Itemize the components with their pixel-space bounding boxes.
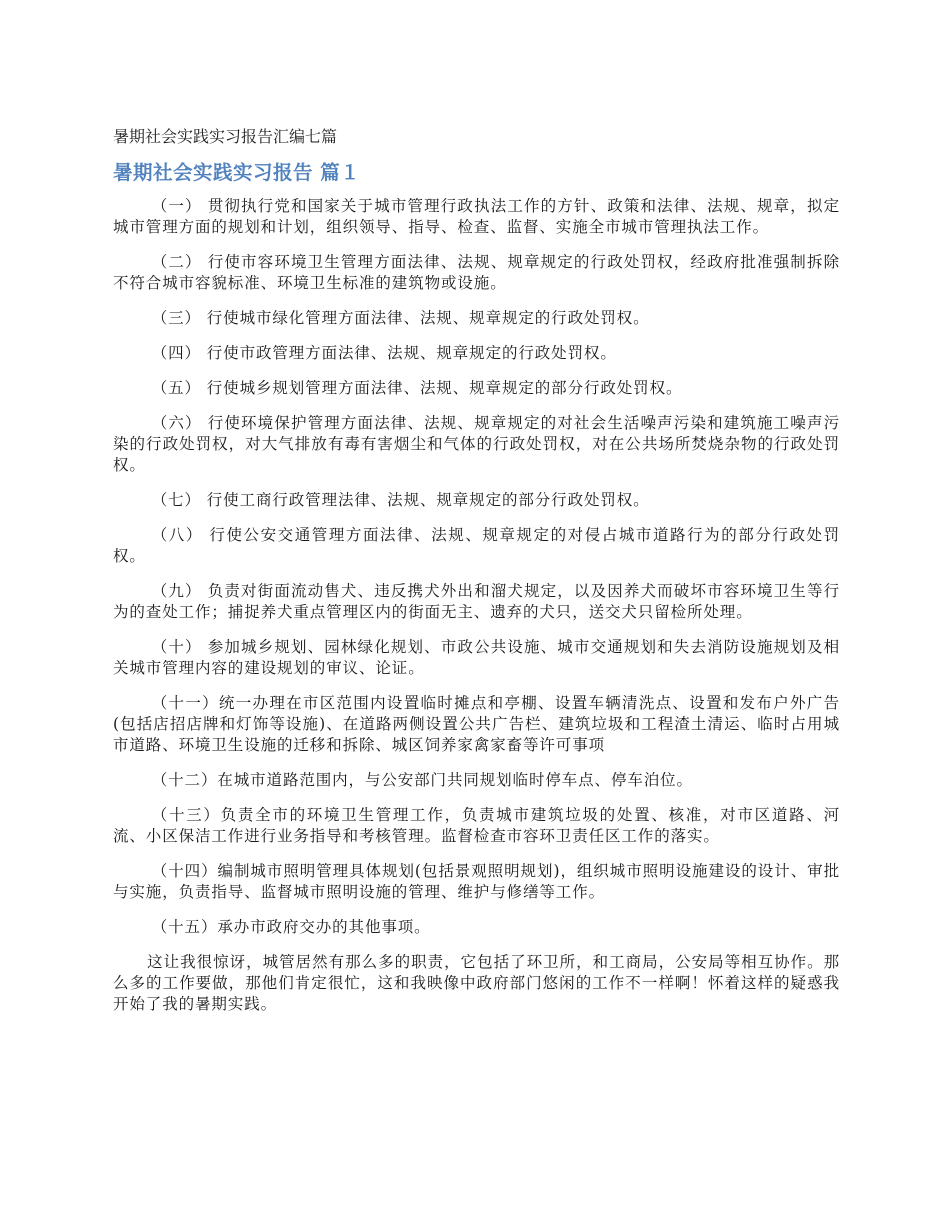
paragraph-11: （十一）统一办理在市区范围内设置临时摊点和亭棚、设置车辆清洗点、设置和发布户外广告(包括店招店牌和灯饰等设施)、在道路两侧设置公共广告栏、建筑垃圾和工程渣土清运、临时占用城市道路、环境卫生设施的迁移和拆除、城区饲养家禽家畜等许可事项 [113, 694, 840, 754]
paragraph-14: （十四）编制城市照明管理具体规划(包括景观照明规划)，组织城市照明设施建设的设计、审批与实施，负责指导、监督城市照明设施的管理、维护与修缮等工作。 [113, 862, 840, 901]
paragraph-5: （五） 行使城乡规划管理方面法律、法规、规章规定的部分行政处罚权。 [151, 379, 683, 397]
paragraph-12: （十二）在城市道路范围内，与公安部门共同规划临时停车点、停车泊位。 [151, 771, 693, 789]
paragraph-3: （三） 行使城市绿化管理方面法律、法规、规章规定的行政处罚权。 [151, 309, 650, 327]
paragraph-9: （九） 负责对街面流动售犬、违反携犬外出和溜犬规定，以及因养犬而破坏市容环境卫生等行为的查处工作；捕捉养犬重点管理区内的街面无主、遗弃的犬只，送交犬只留检所处理。 [113, 582, 840, 621]
document-title: 暑期社会实践实习报告汇编七篇 [113, 127, 338, 146]
paragraph-16: 这让我很惊讶，城管居然有那么多的职责，它包括了环卫所，和工商局，公安局等相互协作。那么多的工作要做，那他们肯定很忙，这和我映像中政府部门悠闲的工作不一样啊！怀着这样的疑惑我开始了我的暑期实践。 [113, 953, 840, 1013]
paragraph-1: （一） 贯彻执行党和国家关于城市管理行政执法工作的方针、政策和法律、法规、规章，拟定城市管理方面的规划和计划，组织领导、指导、检查、监督、实施全市城市管理执法工作。 [113, 197, 840, 236]
paragraph-4: （四） 行使市政管理方面法律、法规、规章规定的行政处罚权。 [151, 344, 617, 362]
paragraph-7: （七） 行使工商行政管理法律、法规、规章规定的部分行政处罚权。 [151, 491, 650, 509]
document-page [113, 126, 840, 1029]
paragraph-13: （十三）负责全市的环境卫生管理工作，负责城市建筑垃圾的处置、核准，对市区道路、河流、小区保洁工作进行业务指导和考核管理。监督检查市容环卫责任区工作的落实。 [113, 806, 840, 845]
section-heading: 暑期社会实践实习报告 篇１ [113, 161, 361, 184]
paragraph-2: （二） 行使市容环境卫生管理方面法律、法规、规章规定的行政处罚权，经政府批准强制拆除不符合城市容貌标准、环境卫生标准的建筑物或设施。 [113, 253, 840, 292]
paragraph-8: （八） 行使公安交通管理方面法律、法规、规章规定的对侵占城市道路行为的部分行政处罚权。 [113, 526, 840, 565]
paragraph-15: （十五）承办市政府交办的其他事项。 [151, 918, 431, 936]
paragraph-6: （六） 行使环境保护管理方面法律、法规、规章规定的对社会生活噪声污染和建筑施工噪声污染的行政处罚权，对大气排放有毒有害烟尘和气体的行政处罚权，对在公共场所焚烧杂物的行政处罚权。 [113, 414, 840, 474]
paragraph-10: （十） 参加城乡规划、园林绿化规划、市政公共设施、城市交通规划和失去消防设施规划及相关城市管理内容的建设规划的审议、论证。 [113, 638, 840, 677]
